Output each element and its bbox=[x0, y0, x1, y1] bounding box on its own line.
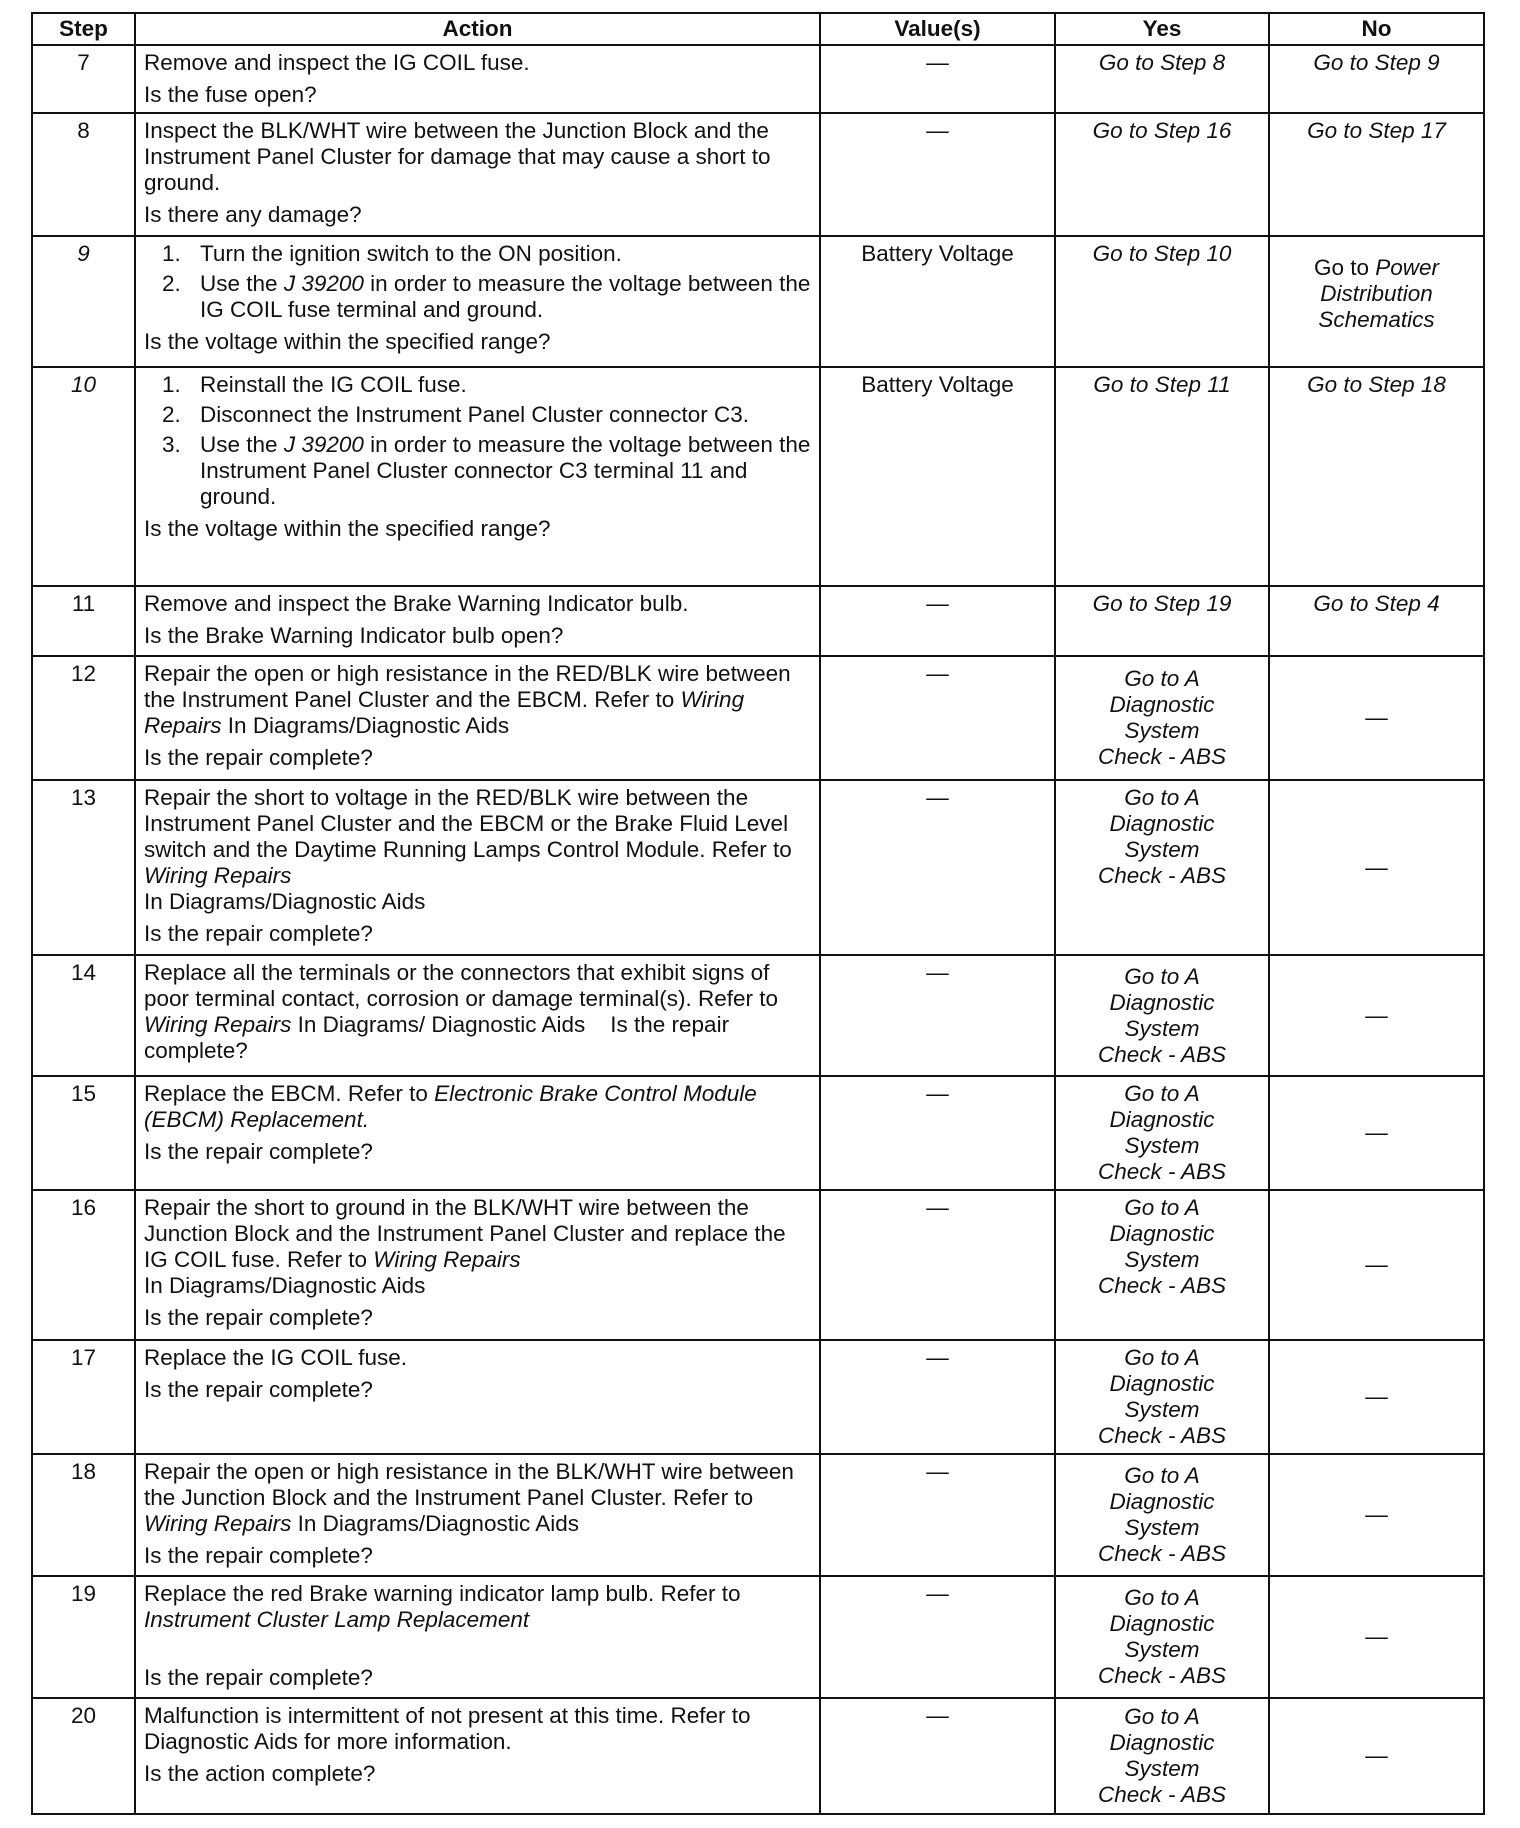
no-cell: — bbox=[1269, 1454, 1484, 1576]
action-cell bbox=[135, 1190, 820, 1340]
action-question: Is the action complete? bbox=[144, 1761, 376, 1786]
value-cell: — bbox=[820, 780, 1055, 955]
action-steps-list bbox=[144, 241, 811, 323]
yes-cell: Go to A Diagnostic System Check - ABS bbox=[1055, 780, 1269, 955]
action-text: Replace the EBCM. Refer to Electronic Brake Control Module (EBCM) Replacement. bbox=[144, 1081, 757, 1132]
table-row bbox=[32, 586, 1484, 656]
action-cell bbox=[135, 656, 820, 780]
no-cell: — bbox=[1269, 1576, 1484, 1698]
action-text: Remove and inspect the Brake Warning Indicator bulb. bbox=[144, 591, 689, 616]
action-question: Is the repair complete? bbox=[144, 1139, 373, 1164]
value-cell: — bbox=[820, 1576, 1055, 1698]
value-cell: Battery Voltage bbox=[820, 367, 1055, 586]
action-text: Repair the short to ground in the BLK/WHT wire between the Junction Block and the Instrument Panel Cluster and replace the IG COIL fuse. Refer to Wiring Repairs In Diagrams/Diagnostic Aids bbox=[144, 1195, 786, 1298]
action-cell bbox=[135, 45, 820, 113]
header-step: Step bbox=[32, 13, 135, 45]
table-row bbox=[32, 1698, 1484, 1814]
no-cell: Go to Step 4 bbox=[1269, 586, 1484, 656]
yes-cell: Go to Step 19 bbox=[1055, 586, 1269, 656]
value-cell: Battery Voltage bbox=[820, 236, 1055, 367]
no-cell: — bbox=[1269, 1698, 1484, 1814]
no-cell: Go to Power Distribution Schematics bbox=[1269, 236, 1484, 367]
value-cell: — bbox=[820, 45, 1055, 113]
header-action: Action bbox=[135, 13, 820, 45]
no-cell: — bbox=[1269, 656, 1484, 780]
wiring-repairs-link: Wiring Repairs bbox=[144, 687, 745, 738]
table-row bbox=[32, 780, 1484, 955]
table-row bbox=[32, 656, 1484, 780]
lamp-replacement-link: Instrument Cluster Lamp Replacement bbox=[144, 1607, 530, 1632]
yes-cell: Go to A Diagnostic System Check - ABS bbox=[1055, 955, 1269, 1076]
action-question: Is the fuse open? bbox=[144, 82, 317, 107]
yes-cell: Go to A Diagnostic System Check - ABS bbox=[1055, 1698, 1269, 1814]
step-number: 8 bbox=[32, 113, 135, 236]
value-cell: — bbox=[820, 1454, 1055, 1576]
step-number: 14 bbox=[32, 955, 135, 1076]
action-question: Is the voltage within the specified range? bbox=[144, 516, 551, 541]
no-cell: — bbox=[1269, 955, 1484, 1076]
table-header-row bbox=[32, 13, 1484, 45]
action-text: Remove and inspect the IG COIL fuse. bbox=[144, 50, 530, 75]
action-text: Repair the short to voltage in the RED/BLK wire between the Instrument Panel Cluster and the EBCM or the Brake Fluid Level switch and the Daytime Running Lamps Control Module. Refer to Wiring Repairs In Diagrams/Diagnostic Aids bbox=[144, 785, 792, 914]
step-number: 16 bbox=[32, 1190, 135, 1340]
yes-cell: Go to A Diagnostic System Check - ABS bbox=[1055, 1576, 1269, 1698]
wiring-repairs-link: Wiring Repairs bbox=[373, 1247, 521, 1272]
action-question: Is the repair complete? bbox=[144, 1377, 373, 1402]
yes-cell: Go to A Diagnostic System Check - ABS bbox=[1055, 1454, 1269, 1576]
step-number: 10 bbox=[32, 367, 135, 586]
value-cell: — bbox=[820, 113, 1055, 236]
action-cell bbox=[135, 586, 820, 656]
action-cell bbox=[135, 1576, 820, 1698]
step-number: 12 bbox=[32, 656, 135, 780]
action-cell bbox=[135, 236, 820, 367]
no-cell: — bbox=[1269, 1190, 1484, 1340]
no-cell: — bbox=[1269, 1076, 1484, 1190]
no-cell: Go to Step 17 bbox=[1269, 113, 1484, 236]
list-item: 1. Turn the ignition switch to the ON position. bbox=[162, 241, 622, 266]
yes-cell: Go to A Diagnostic System Check - ABS bbox=[1055, 656, 1269, 780]
action-question: Is the repair complete? bbox=[144, 1305, 373, 1330]
value-cell: — bbox=[820, 1190, 1055, 1340]
no-cell: — bbox=[1269, 780, 1484, 955]
step-number: 9 bbox=[32, 236, 135, 367]
yes-cell: Go to A Diagnostic System Check - ABS bbox=[1055, 1190, 1269, 1340]
diagnostic-table bbox=[31, 12, 1485, 1815]
list-item: 2. Disconnect the Instrument Panel Cluster connector C3. bbox=[162, 402, 750, 427]
table-row bbox=[32, 113, 1484, 236]
yes-cell: Go to Step 10 bbox=[1055, 236, 1269, 367]
action-cell bbox=[135, 367, 820, 586]
step-number: 18 bbox=[32, 1454, 135, 1576]
action-cell bbox=[135, 1076, 820, 1190]
value-cell: — bbox=[820, 1698, 1055, 1814]
no-cell: Go to Step 9 bbox=[1269, 45, 1484, 113]
tool-reference: J 39200 bbox=[283, 271, 364, 296]
no-cell: Go to Step 18 bbox=[1269, 367, 1484, 586]
table-row bbox=[32, 367, 1484, 586]
table-row bbox=[32, 1190, 1484, 1340]
action-question: Is the voltage within the specified range? bbox=[144, 329, 551, 354]
value-cell: — bbox=[820, 1076, 1055, 1190]
action-text: Replace the red Brake warning indicator lamp bulb. Refer to Instrument Cluster Lamp Replacement bbox=[144, 1581, 741, 1632]
action-cell bbox=[135, 1454, 820, 1576]
value-cell: — bbox=[820, 1340, 1055, 1454]
yes-cell: Go to Step 11 bbox=[1055, 367, 1269, 586]
list-item: 1. Reinstall the IG COIL fuse. bbox=[162, 372, 467, 397]
list-item: 2. Use the J 39200 in order to measure the voltage between the IG COIL fuse terminal and ground. bbox=[162, 271, 811, 322]
step-number: 19 bbox=[32, 1576, 135, 1698]
yes-cell: Go to A Diagnostic System Check - ABS bbox=[1055, 1340, 1269, 1454]
yes-cell: Go to Step 8 bbox=[1055, 45, 1269, 113]
step-number: 17 bbox=[32, 1340, 135, 1454]
header-yes: Yes bbox=[1055, 13, 1269, 45]
value-cell: — bbox=[820, 656, 1055, 780]
action-question: Is the repair complete? bbox=[144, 1012, 730, 1063]
power-distribution-link: Power Distribution Schematics bbox=[1318, 255, 1440, 332]
tool-reference: J 39200 bbox=[283, 432, 364, 457]
action-cell bbox=[135, 113, 820, 236]
value-cell: — bbox=[820, 955, 1055, 1076]
action-text: Malfunction is intermittent of not present at this time. Refer to Diagnostic Aids for more information. bbox=[144, 1703, 751, 1754]
table-row bbox=[32, 1076, 1484, 1190]
table-row bbox=[32, 1340, 1484, 1454]
action-text: Repair the open or high resistance in the BLK/WHT wire between the Junction Block and the Instrument Panel Cluster. Refer to Wiring Repairs In Diagrams/Diagnostic Aids bbox=[144, 1459, 794, 1536]
table-row bbox=[32, 955, 1484, 1076]
action-question: Is the repair complete? bbox=[144, 1543, 373, 1568]
no-cell: — bbox=[1269, 1340, 1484, 1454]
header-no: No bbox=[1269, 13, 1484, 45]
action-steps-list bbox=[144, 372, 811, 510]
step-number: 20 bbox=[32, 1698, 135, 1814]
diagnostic-table-page bbox=[31, 12, 1483, 1815]
action-text: Replace the IG COIL fuse. bbox=[144, 1345, 408, 1370]
action-question: Is the repair complete? bbox=[144, 921, 373, 946]
step-number: 11 bbox=[32, 586, 135, 656]
action-text: Replace all the terminals or the connectors that exhibit signs of poor terminal contact, corrosion or damage terminal(s). Refer to Wiring Repairs In Diagrams/ Diagnostic Aids Is the repair complete? bbox=[144, 960, 779, 1063]
action-cell bbox=[135, 955, 820, 1076]
action-text: Inspect the BLK/WHT wire between the Junction Block and the Instrument Panel Cluster for damage that may cause a short to ground. bbox=[144, 118, 771, 195]
value-cell: — bbox=[820, 586, 1055, 656]
action-text: Repair the open or high resistance in the RED/BLK wire between the Instrument Panel Cluster and the EBCM. Refer to Wiring Repairs In Diagrams/Diagnostic Aids bbox=[144, 661, 791, 738]
header-values: Value(s) bbox=[820, 13, 1055, 45]
wiring-repairs-link: Wiring Repairs bbox=[144, 863, 292, 888]
action-question: Is there any damage? bbox=[144, 202, 362, 227]
yes-cell: Go to A Diagnostic System Check - ABS bbox=[1055, 1076, 1269, 1190]
action-question: Is the repair complete? bbox=[144, 745, 373, 770]
action-cell bbox=[135, 1698, 820, 1814]
table-row bbox=[32, 236, 1484, 367]
step-number: 15 bbox=[32, 1076, 135, 1190]
ebcm-replacement-link: Electronic Brake Control Module (EBCM) Replacement. bbox=[144, 1081, 757, 1132]
action-question: Is the repair complete? bbox=[144, 1665, 373, 1690]
action-cell bbox=[135, 1340, 820, 1454]
wiring-repairs-link: Wiring Repairs bbox=[144, 1012, 292, 1037]
table-row bbox=[32, 1576, 1484, 1698]
action-cell bbox=[135, 780, 820, 955]
list-item: 3. Use the J 39200 in order to measure the voltage between the Instrument Panel Cluster connector C3 terminal 11 and ground. bbox=[162, 432, 811, 509]
action-question: Is the Brake Warning Indicator bulb open? bbox=[144, 623, 564, 648]
step-number: 13 bbox=[32, 780, 135, 955]
yes-cell: Go to Step 16 bbox=[1055, 113, 1269, 236]
table-row bbox=[32, 1454, 1484, 1576]
step-number: 7 bbox=[32, 45, 135, 113]
table-row bbox=[32, 45, 1484, 113]
wiring-repairs-link: Wiring Repairs bbox=[144, 1511, 292, 1536]
